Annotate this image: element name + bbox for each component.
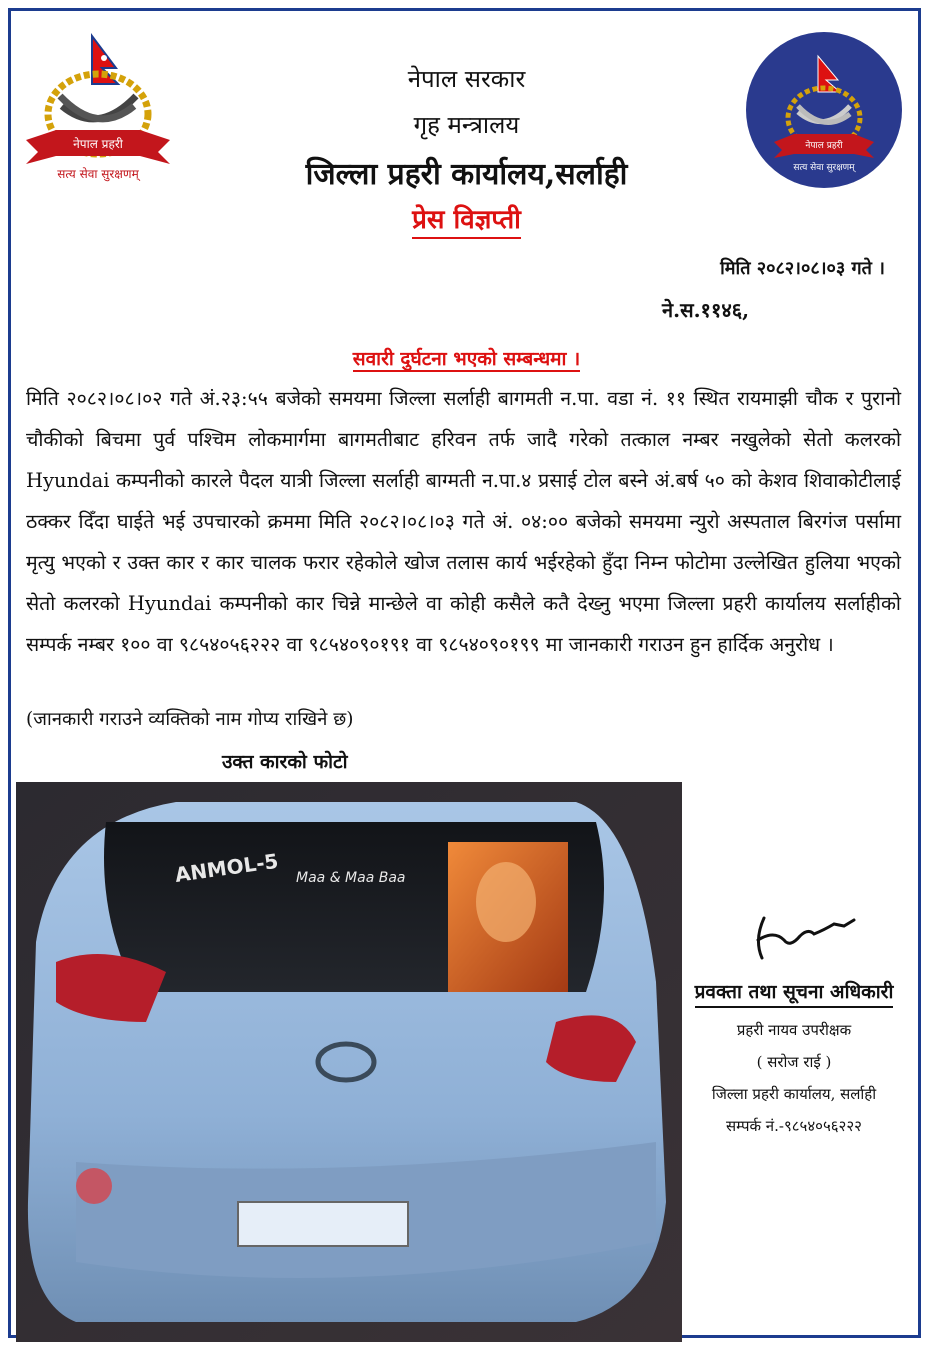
svg-text:सत्य सेवा सुरक्षणम्: सत्य सेवा सुरक्षणम् (57, 167, 139, 181)
car-photo (16, 782, 682, 1342)
signatory-title: प्रवक्ता तथा सूचना अधिकारी (695, 978, 894, 1008)
document-type-label: प्रेस विज्ञप्ती (412, 205, 521, 239)
svg-text:ANMOL-5: ANMOL-5 (173, 848, 280, 887)
signatory-name: ( सरोज राई ) (756, 1053, 832, 1071)
reference-number: ने.स.११४६, (662, 298, 750, 322)
svg-text:Maa & Maa Baa: Maa & Maa Baa (296, 870, 406, 886)
government-name: नेपाल सरकार (407, 65, 526, 93)
press-release-body: मिति २०८२।०८।०२ गते अं.२३:५५ बजेको समयमा जिल्ला सर्लाही बागमती न.पा. वडा नं. ११ स्थित रायमाझी चौक र पुरानो चौकीको बिचमा पुर्व पश्चिम लोकमार्गमा बागमतीबाट हरिवन तर्फ जादै गरेको तत्काल नम्बर नखुलेको सेतो कलरको Hyundai कम्पनीको कारले पैदल यात्री जिल्ला सर्लाही बाग्मती न.पा.४ प्रसाई टोल बस्ने अं.बर्ष ५० को केशव शिवाकोटीलाई ठक्कर दिँदा घाईते भई उपचारको क्रममा मिति २०८२।०८।०३ गते अं. ०४:०० बजेको समयमा न्युरो अस्पताल बिरगंज पर्सामा मृत्यु भएको र उक्त कार र कार चालक फरार रहेकोले खोज तलास कार्य भईरहेको हुँदा निम्न फोटोमा उल्लेखित हुलिया भएको सेतो कलरको Hyundai कम्पनीको कार चिन्ने मान्छेले वा कोही कसैले कतै देख्नु भएमा जिल्ला प्रहरी कार्यालय सर्लाहीको सम्पर्क नम्बर १०० वा ९८५४०५६२२२ वा ९८५४०९०१९१ वा ९८५४०९०१९९ मा जानकारी गराउन हुन हार्दिक अनुरोध । (26, 387, 901, 656)
office-name: जिल्ला प्रहरी कार्यालय,सर्लाही (305, 157, 628, 192)
ministry-name: गृह मन्त्रालय (413, 111, 520, 139)
signature-block (676, 900, 912, 1136)
signatory-rank: प्रहरी नायव उपरीक्षक (736, 1021, 852, 1039)
subject-line (0, 345, 933, 371)
subject-text: सवारी दुर्घटना भएको सम्बन्धमा । (352, 348, 581, 370)
svg-text:नेपाल प्रहरी: नेपाल प्रहरी (805, 141, 843, 151)
svg-text:सत्य सेवा सुरक्षणम्: सत्य सेवा सुरक्षणम् (793, 163, 855, 173)
confidentiality-note: (जानकारी गराउने व्यक्तिको नाम गोप्य राखिने छ) (26, 709, 354, 730)
document-type (0, 200, 933, 236)
issue-date: मिति २०८२।०८।०३ गते । (720, 258, 885, 279)
signatory-contact: सम्पर्क नं.-९८५४०५६२२२ (726, 1117, 862, 1135)
hyundai-car-rear-image (16, 782, 682, 1342)
photo-caption: उक्त कारको फोटो (222, 751, 348, 773)
handwritten-signature (724, 900, 864, 970)
svg-text:नेपाल प्रहरी: नेपाल प्रहरी (73, 137, 123, 151)
signatory-office: जिल्ला प्रहरी कार्यालय, सर्लाही (711, 1085, 877, 1103)
